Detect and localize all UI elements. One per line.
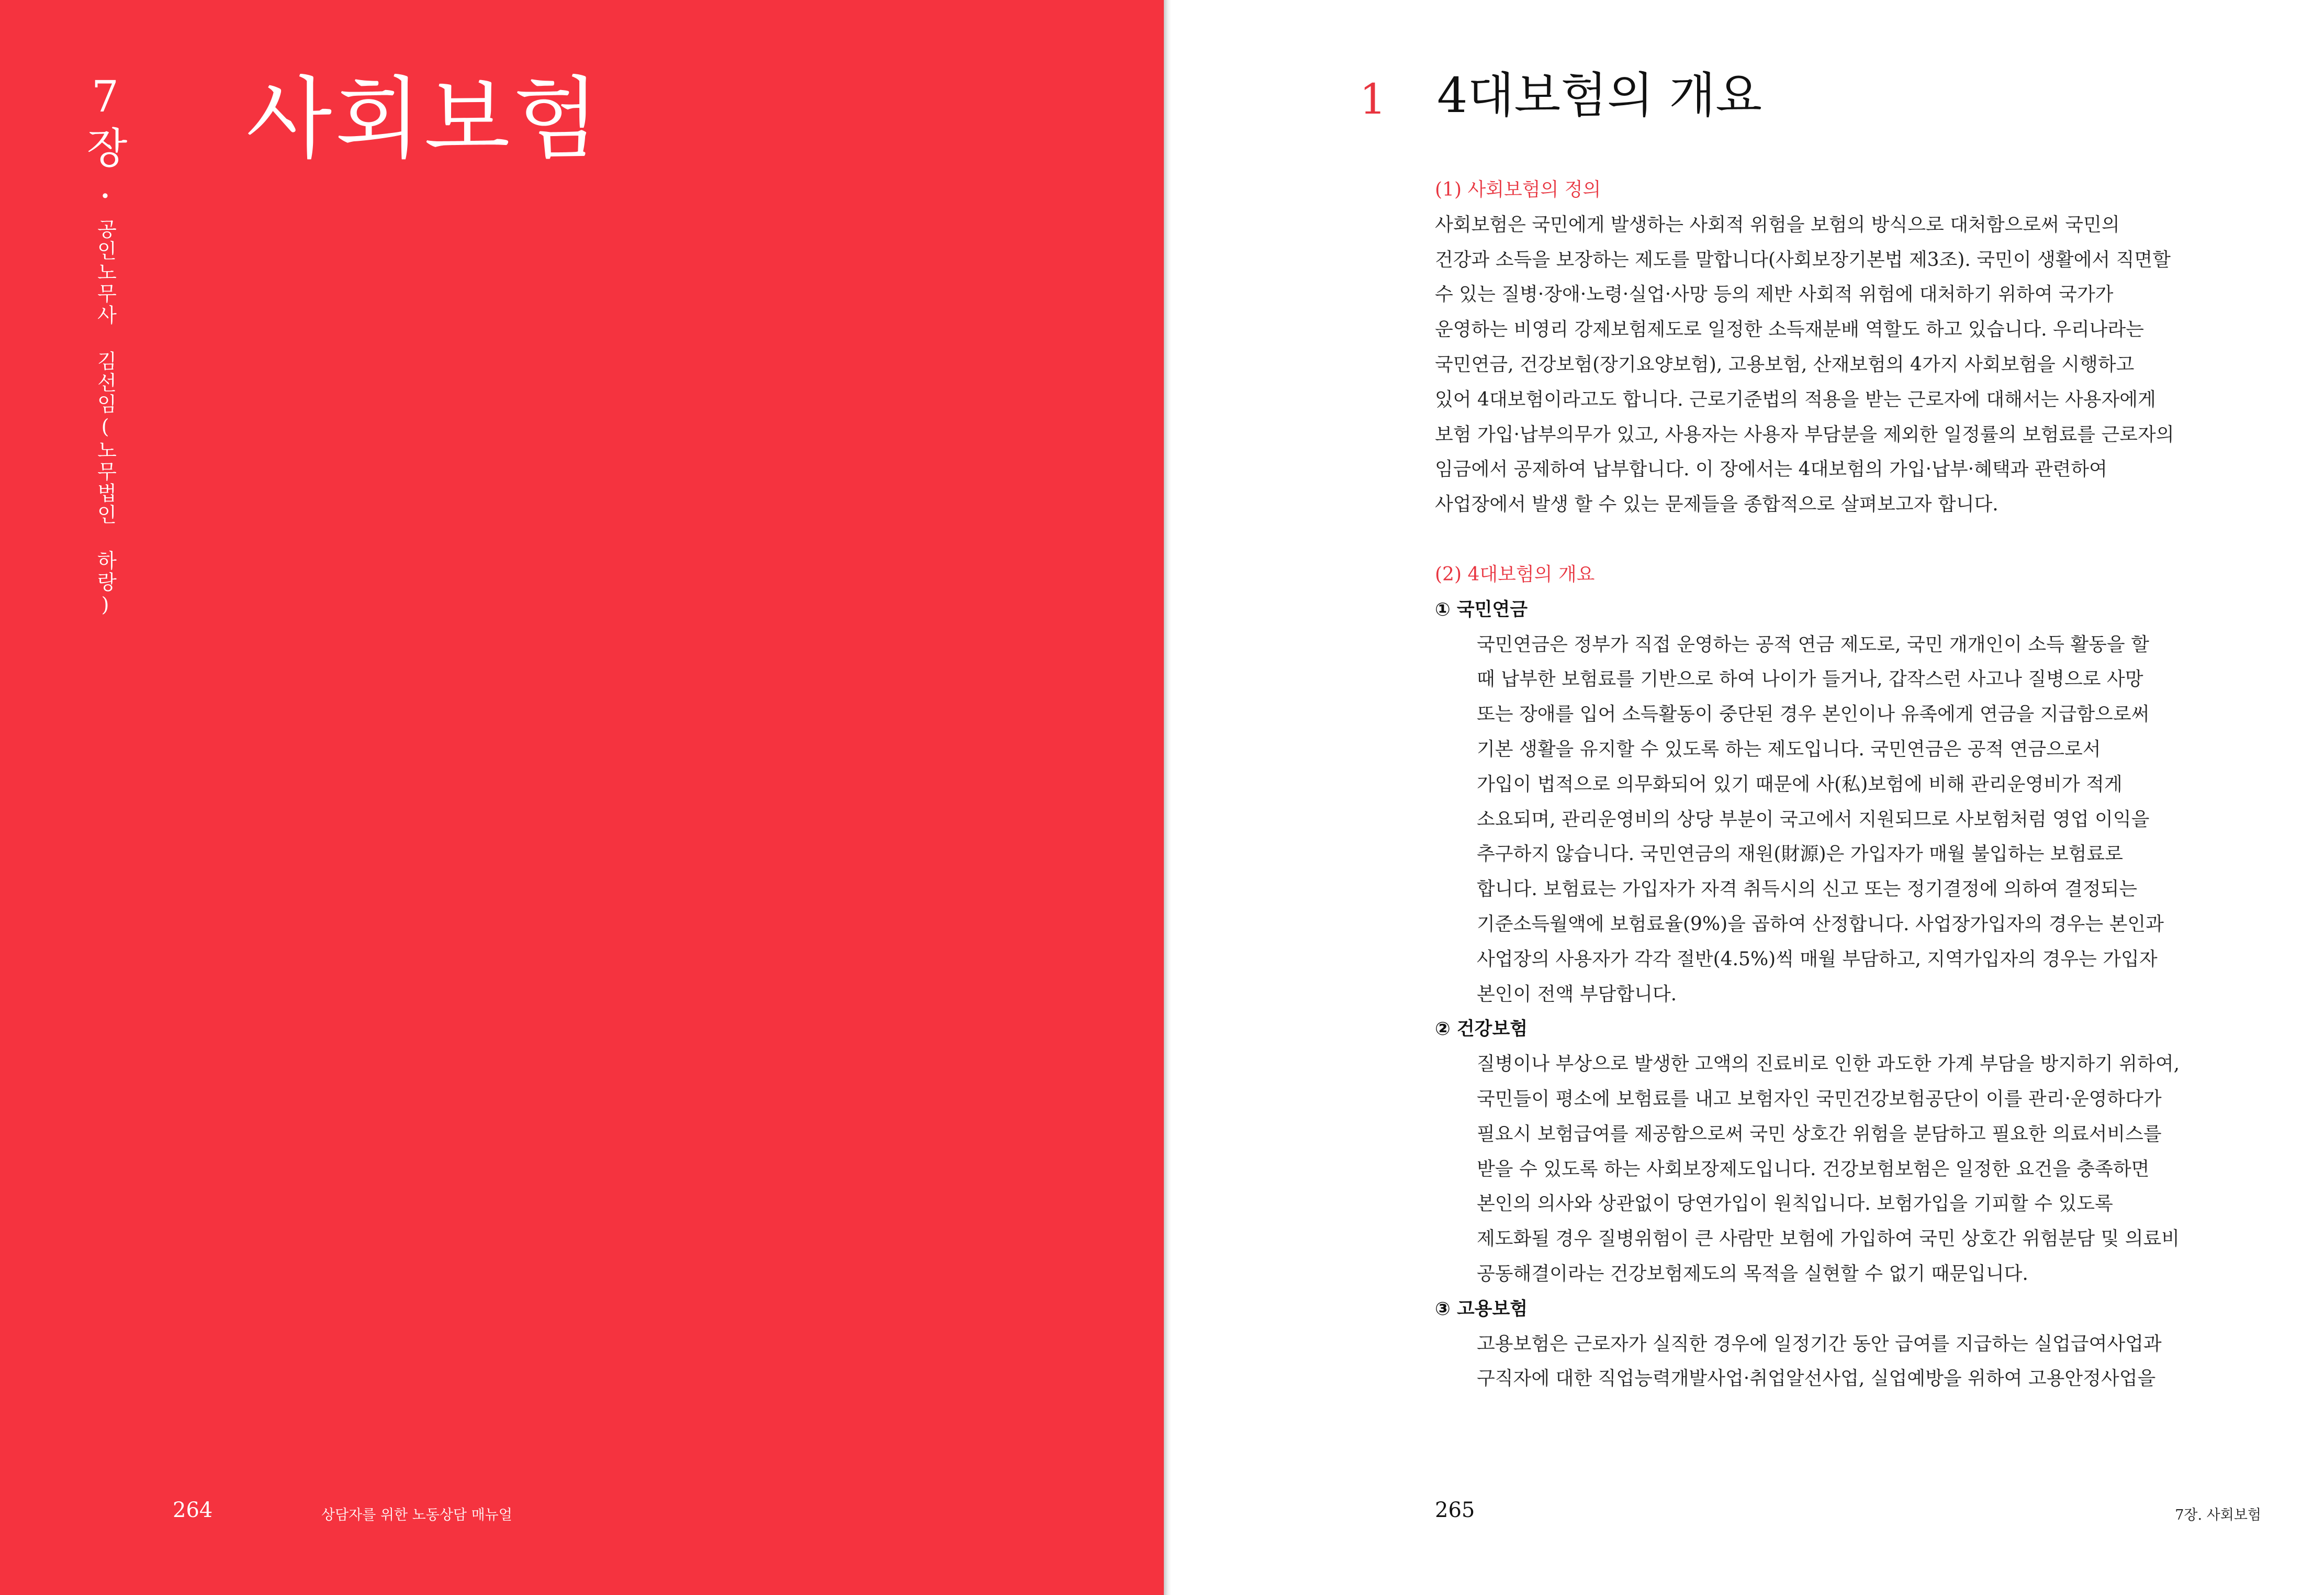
text-line: 기준소득월액에 보험료율(9%)을 곱하여 산정합니다. 사업장가입자의 경우는 본인과	[1477, 913, 2164, 935]
chapter-unit: 장	[87, 124, 128, 173]
text-line: 사회보험은 국민에게 발생하는 사회적 위험을 보험의 방식으로 대처함으로써 국민의	[1435, 214, 2120, 236]
text-line: 국민연금은 정부가 직접 운영하는 공적 연금 제도로, 국민 개개인이 소득 활동을 할	[1477, 633, 2149, 655]
text-line: 운영하는 비영리 강제보험제도로 일정한 소득재분배 역할도 하고 있습니다. 우리나라는	[1435, 319, 2144, 341]
book-spine-shadow	[1164, 0, 1171, 1595]
item-title-national-pension: ① 국민연금	[1435, 599, 1528, 620]
health-insurance-paragraph	[1435, 1047, 2230, 1292]
text-line: 소요되며, 관리운영비의 상당 부분이 국고에서 지원되므로 사보험처럼 영업 이익을	[1477, 808, 2150, 830]
text-line: 보험 가입·납부의무가 있고, 사용자는 사용자 부담분을 제외한 일정률의 보험료를 근로자의	[1435, 423, 2174, 445]
chapter-number: 7	[91, 72, 119, 122]
text-line: 제도화될 경우 질병위험이 큰 사람만 보험에 가입하여 국민 상호간 위험분담 및 의료비	[1477, 1228, 2180, 1250]
text-line: 있어 4대보험이라고도 합니다. 근로기준법의 적용을 받는 근로자에 대해서는 사용자에게	[1435, 388, 2156, 410]
text-line: 구직자에 대한 직업능력개발사업·취업알선사업, 실업예방을 위하여 고용안정사업을	[1477, 1368, 2156, 1390]
text-line: 가입이 법적으로 의무화되어 있기 때문에 사(私)보험에 비해 관리운영비가 적게	[1477, 773, 2123, 795]
text-line: 사업장에서 발생 할 수 있는 문제들을 종합적으로 살펴보고자 합니다.	[1435, 494, 1999, 516]
item-title-health-insurance: ② 건강보험	[1435, 1019, 1528, 1040]
subheading-definition: (1) 사회보험의 정의	[1435, 179, 1601, 200]
text-line: 공동해결이라는 건강보험제도의 목적을 실현할 수 없기 때문입니다.	[1477, 1263, 2028, 1285]
running-head-chapter: 7장. 사회보험	[2175, 1507, 2261, 1523]
vertical-chapter-label	[87, 72, 128, 618]
text-line: 때 납부한 보험료를 기반으로 하여 나이가 들거나, 갑작스런 사고나 질병으로 사망	[1477, 668, 2143, 690]
text-line: 질병이나 부상으로 발생한 고액의 진료비로 인한 과도한 가계 부담을 방지하기 위하여,	[1477, 1053, 2180, 1075]
text-line: 국민들이 평소에 보험료를 내고 보험자인 국민건강보험공단이 이를 관리·운영하다가	[1477, 1088, 2162, 1110]
text-line: 고용보험은 근로자가 실직한 경우에 일정기간 동안 급여를 지급하는 실업급여사업과	[1477, 1333, 2162, 1355]
book-title-footer: 상담자를 위한 노동상담 매뉴얼	[321, 1507, 512, 1523]
subheading-overview: (2) 4대보험의 개요	[1435, 563, 1595, 585]
chapter-separator: ·	[100, 180, 110, 211]
employment-insurance-paragraph	[1435, 1327, 2230, 1397]
text-line: 기본 생활을 유지할 수 있도록 하는 제도입니다. 국민연금은 공적 연금으로서	[1477, 738, 2101, 760]
item-title-employment-insurance: ③ 고용보험	[1435, 1298, 1528, 1320]
right-page	[1171, 0, 2324, 1595]
text-line: 건강과 소득을 보장하는 제도를 말합니다(사회보장기본법 제3조). 국민이 생활에서 직면할	[1435, 249, 2171, 271]
text-line: 본인의 의사와 상관없이 당연가입이 원칙입니다. 보험가입을 기피할 수 있도록	[1477, 1193, 2113, 1215]
text-line: 추구하지 않습니다. 국민연금의 재원(財源)은 가입자가 매월 불입하는 보험료로	[1477, 843, 2123, 865]
text-line: 합니다. 보험료는 가입자가 자격 취득시의 신고 또는 정기결정에 의하여 결정되는	[1477, 878, 2138, 900]
text-line: 수 있는 질병·장애·노령·실업·사망 등의 제반 사회적 위험에 대처하기 위하여 국가가	[1435, 284, 2114, 306]
section-number: 1	[1360, 75, 1386, 124]
left-page-number: 264	[173, 1498, 213, 1522]
text-line: 임금에서 공제하여 납부합니다. 이 장에서는 4대보험의 가입·납부·혜택과 관련하여	[1435, 459, 2107, 481]
body-text	[1435, 173, 2230, 1397]
text-line: 받을 수 있도록 하는 사회보장제도입니다. 건강보험보험은 일정한 요건을 충족하면	[1477, 1158, 2150, 1180]
text-line: 사업장의 사용자가 각각 절반(4.5%)씩 매월 부담하고, 지역가입자의 경우는 가입자	[1477, 948, 2158, 970]
chapter-title: 사회보험	[246, 68, 602, 171]
definition-paragraph	[1435, 208, 2230, 522]
text-line: 본인이 전액 부담합니다.	[1477, 983, 1677, 1005]
section-title: 4대보험의 개요	[1437, 68, 1762, 124]
text-line: 필요시 보험급여를 제공함으로써 국민 상호간 위험을 분담하고 필요한 의료서비스를	[1477, 1123, 2162, 1145]
right-page-number: 265	[1435, 1498, 1475, 1522]
text-line: 국민연금, 건강보험(장기요양보험), 고용보험, 산재보험의 4가지 사회보험을 시행하고	[1435, 353, 2135, 375]
text-line: 또는 장애를 입어 소득활동이 중단된 경우 본인이나 유족에게 연금을 지급함으로써	[1477, 704, 2150, 726]
national-pension-paragraph	[1435, 628, 2230, 1012]
chapter-author: 공인노무사 김선임(노무법인 하랑)	[94, 219, 117, 618]
paragraph-gap	[1435, 522, 2230, 557]
